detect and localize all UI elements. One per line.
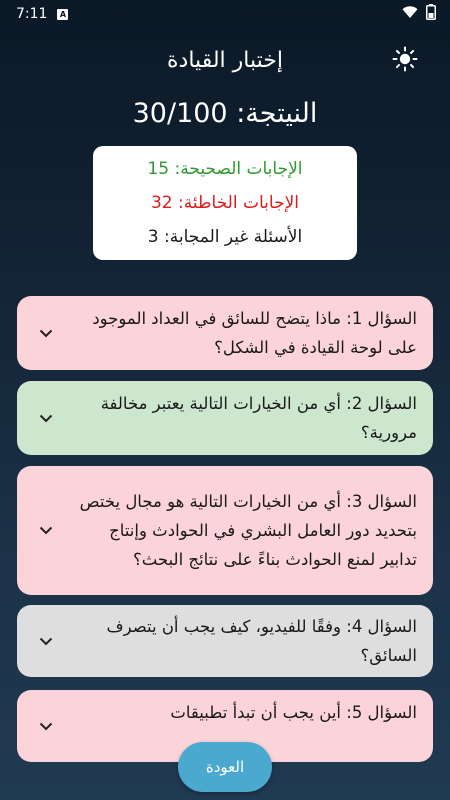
chevron-down-icon[interactable] — [37, 324, 55, 342]
back-button[interactable]: العودة — [178, 742, 272, 792]
wifi-icon — [402, 5, 418, 23]
app-bar — [0, 40, 450, 80]
question-card-4[interactable] — [17, 605, 433, 677]
chevron-down-icon[interactable] — [37, 717, 55, 735]
correct-answers-count: الإجابات الصحيحة: 15 — [147, 159, 303, 179]
chevron-down-icon[interactable] — [37, 409, 55, 427]
question-text: السؤال 5: أين يجب أن تبدأ تطبيقات — [170, 703, 417, 722]
question-card-2[interactable] — [17, 381, 433, 455]
page-title: إختبار القيادة — [167, 47, 283, 73]
theme-toggle-button[interactable] — [390, 46, 420, 76]
question-card-1[interactable] — [17, 296, 433, 370]
wrong-answers-count: الإجابات الخاطئة: 32 — [150, 193, 300, 213]
unanswered-count: الأسئلة غير المجابة: 3 — [147, 227, 303, 247]
battery-icon — [426, 4, 436, 24]
question-text: السؤال 1: ماذا يتضح للسائق في العداد الموجود على لوحة القيادة في الشكل؟ — [92, 309, 417, 357]
status-left — [16, 6, 68, 22]
notification-a-icon: A — [57, 9, 68, 20]
summary-card — [93, 146, 357, 260]
chevron-down-icon[interactable] — [37, 522, 55, 540]
question-text: السؤال 2: أي من الخيارات التالية يعتبر مخالفة مرورية؟ — [100, 394, 417, 442]
status-time: 7:11 — [16, 6, 48, 22]
sun-icon — [392, 46, 418, 76]
score-text: النيتجة: 30/100 — [132, 98, 318, 129]
chevron-down-icon[interactable] — [37, 632, 55, 650]
question-card-3[interactable] — [17, 466, 433, 595]
question-text: السؤال 3: أي من الخيارات التالية هو مجال يختص بتحديد دور العامل البشري في الحوادث وإنتاج تدابير لمنع الحوادث بناءً على نتائج البحث؟ — [79, 492, 417, 569]
question-text: السؤال 4: وفقًا للفيديو، كيف يجب أن يتصرف السائق؟ — [106, 617, 417, 665]
status-bar — [0, 0, 450, 28]
status-right — [402, 4, 436, 24]
